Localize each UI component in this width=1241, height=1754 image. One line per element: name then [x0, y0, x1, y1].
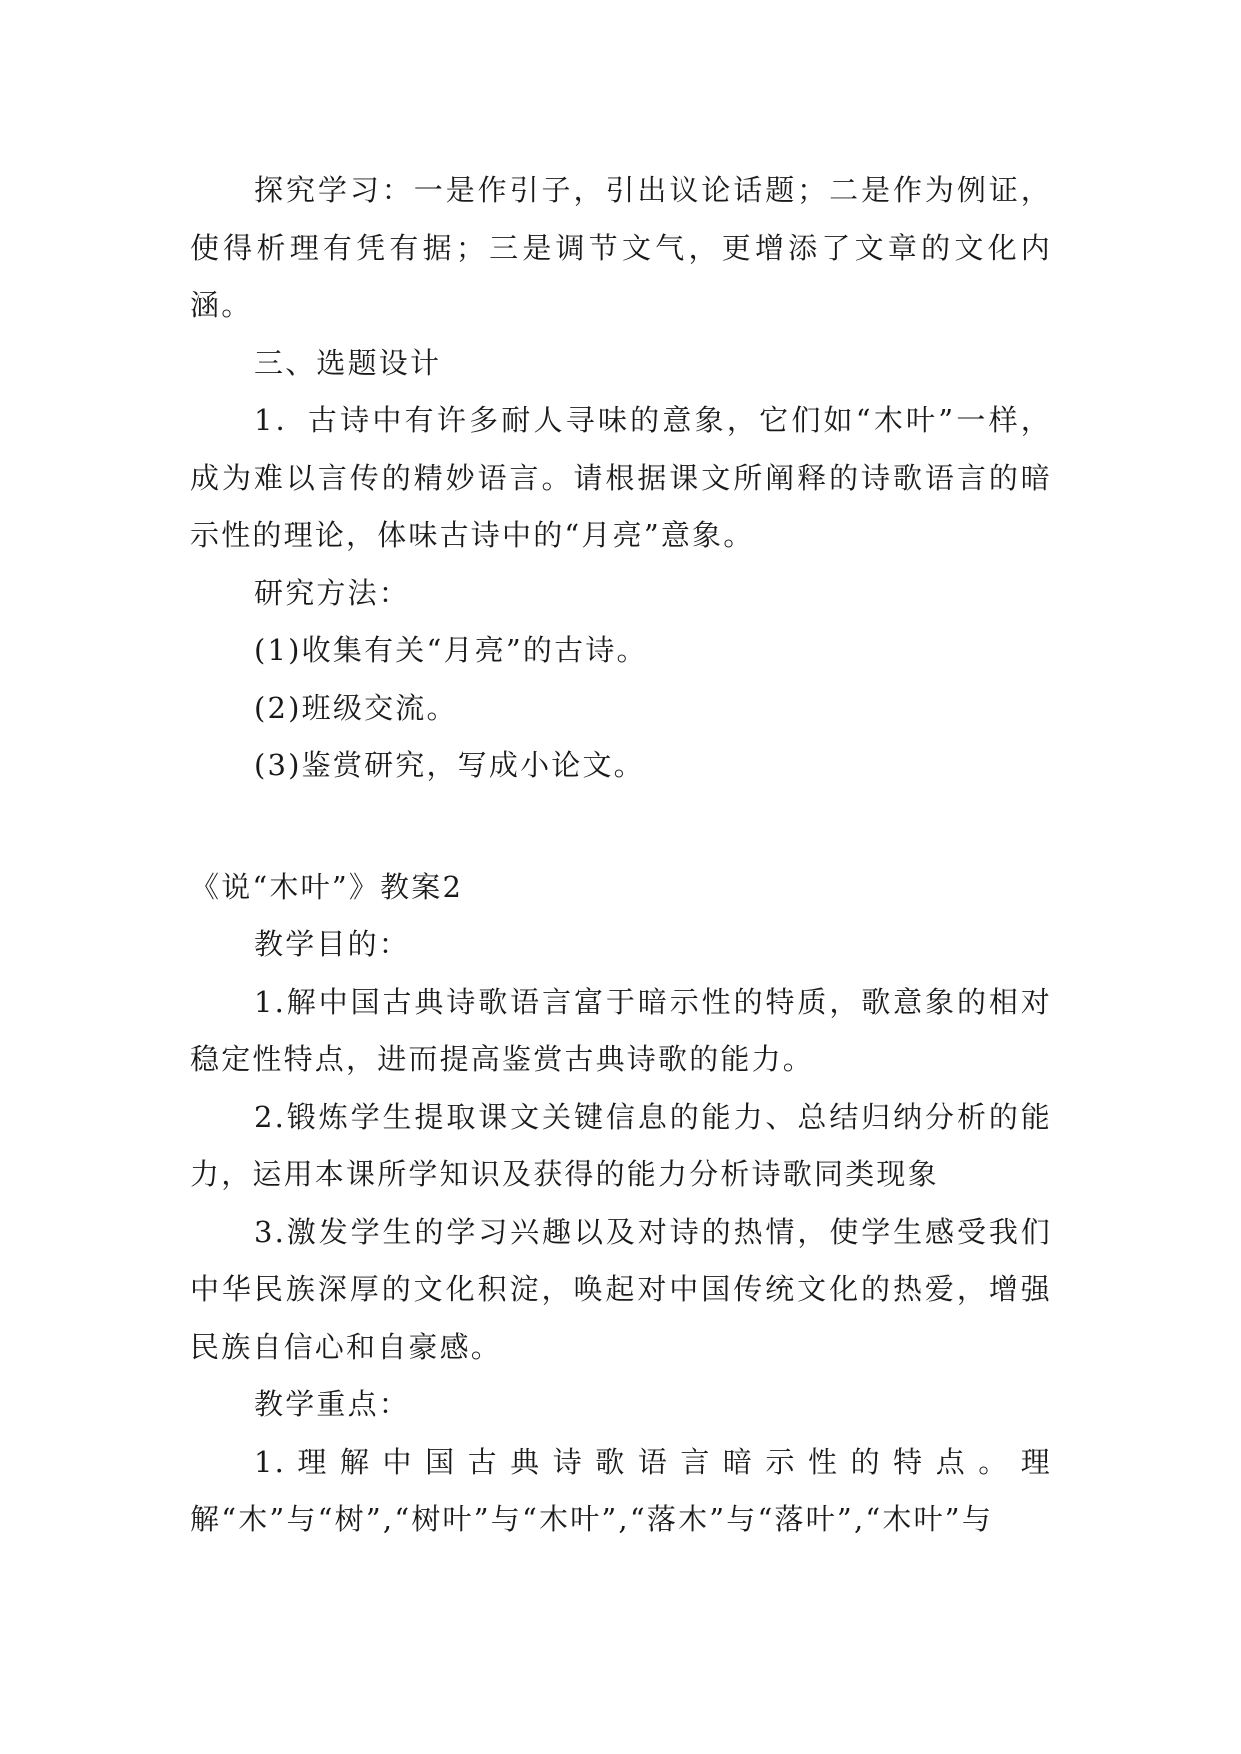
heading-teaching-focus: 教学重点：	[254, 1387, 411, 1421]
paragraph-objective-2: 2.锻炼学生提取课文关键信息的能力、总结归纳分析的能力，运用本课所学知识及获得的能力分析诗歌同类现象	[190, 1099, 1052, 1191]
list-item-method-1: (1)收集有关“月亮”的古诗。	[254, 633, 648, 667]
heading-topic-design: 三、选题设计	[254, 345, 442, 380]
list-item-method-3: (3)鉴赏研究，写成小论文。	[254, 748, 645, 782]
paragraph-objective-3: 3.激发学生的学习兴趣以及对诗的热情，使学生感受我们中华民族深厚的文化积淀，唤起对中国传统文化的热爱，增强民族自信心和自豪感。	[190, 1214, 1052, 1364]
paragraph-focus-1: 1.理解中国古典诗歌语言暗示性的特点。理解“木”与“树”,“树叶”与“木叶”,“落木”与“落叶”,“木叶”与	[190, 1444, 1052, 1536]
paragraph-research-method-label: 研究方法：	[254, 575, 411, 610]
paragraph-inquiry-learning: 探究学习：一是作引子，引出议论话题；二是作为例证，使得析理有凭有据；三是调节文气，更增添了文章的文化内涵。	[190, 173, 1052, 322]
paragraph-topic-1: 1．古诗中有许多耐人寻味的意象，它们如“木叶”一样，成为难以言传的精妙语言。请根据课文所阐释的诗歌语言的暗示性的理论，体味古诗中的“月亮”意象。	[190, 403, 1052, 552]
list-item-method-2: (2)班级交流。	[254, 690, 458, 725]
section-title: 《说“木叶”》教案2	[190, 869, 464, 904]
heading-teaching-objectives: 教学目的：	[254, 927, 411, 961]
section-spacer	[190, 795, 1052, 859]
paragraph-objective-1: 1.解中国古典诗歌语言富于暗示性的特质，歌意象的相对稳定性特点，进而提高鉴赏古典诗歌的能力。	[190, 984, 1052, 1076]
document-body	[190, 162, 1052, 1549]
